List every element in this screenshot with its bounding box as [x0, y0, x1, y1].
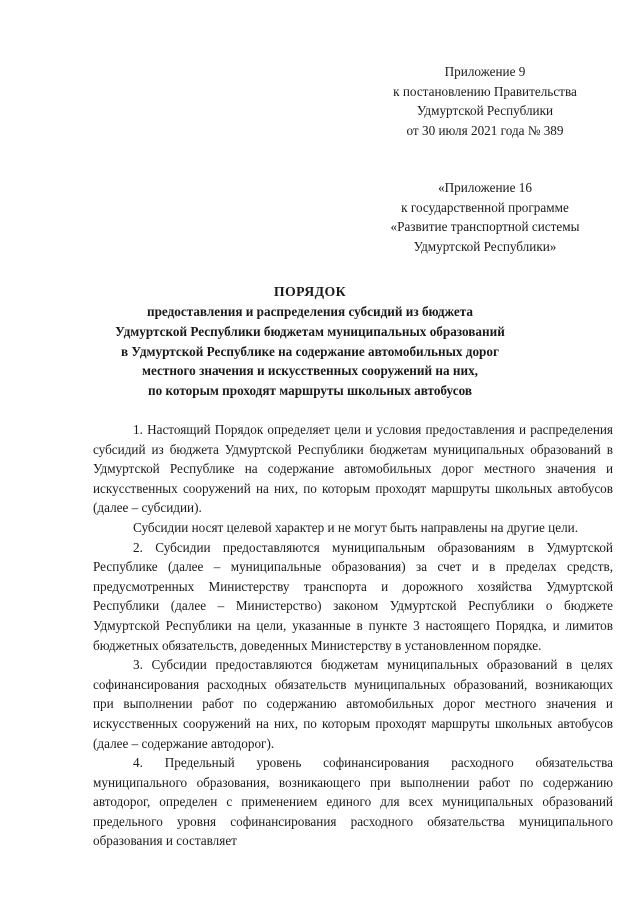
- appendix-9-header: [360, 62, 610, 140]
- document-body: [93, 420, 613, 851]
- appendix-9-line: от 30 июля 2021 года № 389: [406, 122, 564, 138]
- appendix-16-line: «Приложение 16: [438, 180, 532, 195]
- paragraph-2: 2. Субсидии предоставляются муниципальным образованиям в Удмуртской Республике (далее – муниципальные образования) за счет и в пределах средств, предусмотренных Министерству транспорта и дорожного хозяйства Удмуртской Республики (далее – Министерство) законом Удмуртской Республики о бюджете Удмуртской Республики на цели, указанные в пункте 3 настоящего Порядка, и лимитов бюджетных обязательств, доведенных Министерству в установленном порядке.: [93, 539, 613, 653]
- title-subtitle: [90, 302, 530, 401]
- appendix-16-line: Удмуртской Республики»: [413, 238, 557, 254]
- title-main: ПОРЯДОК: [273, 284, 347, 299]
- title-subtitle-line: Удмуртской Республики бюджетам муниципальных образований: [115, 323, 505, 339]
- paragraph-4: 4. Предельный уровень софинансирования расходного обязательства муниципального образования, возникающего при выполнении работ по содержанию автодорог, определен с применением единого для всех муниципальных образований предельного уровня софинансирования расходного обязательства муниципального образования и составляет: [93, 755, 613, 849]
- appendix-9-line: Удмуртской Республики: [416, 103, 554, 119]
- title-subtitle-line: по которым проходят маршруты школьных автобусов: [148, 383, 472, 399]
- title-subtitle-line: предоставления и распределения субсидий из бюджета: [146, 304, 474, 319]
- document-title: [90, 282, 530, 401]
- paragraph-3: 3. Субсидии предоставляются бюджетам муниципальных образований в целях софинансирования расходных обязательств муниципальных образований, возникающих при выполнении работ по содержанию автомобильных дорог местного значения и искусственных сооружений на них, по которым проходят маршруты школьных автобусов (далее – содержание автодорог).: [93, 657, 613, 751]
- appendix-9-line: Приложение 9: [444, 64, 526, 79]
- appendix-16-line: к государственной программе: [401, 199, 569, 215]
- appendix-9-line: к постановлению Правительства: [393, 83, 577, 99]
- paragraph-1: 1. Настоящий Порядок определяет цели и условия предоставления и распределения субсидий из бюджета Удмуртской Республики бюджетам муниципальных образований в Удмуртской Республике на содержание автомобильных дорог местного значения и искусственных сооружений на них, по которым проходят маршруты школьных автобусов (далее – субсидии).: [93, 422, 613, 516]
- paragraph-1-continued: Субсидии носят целевой характер и не могут быть направлены на другие цели.: [133, 519, 579, 535]
- title-subtitle-line: в Удмуртской Республике на содержание автомобильных дорог: [121, 343, 499, 359]
- appendix-16-header: [360, 178, 610, 256]
- title-subtitle-line: местного значения и искусственных сооружений на них,: [142, 363, 478, 379]
- appendix-16-line: «Развитие транспортной системы: [390, 219, 580, 235]
